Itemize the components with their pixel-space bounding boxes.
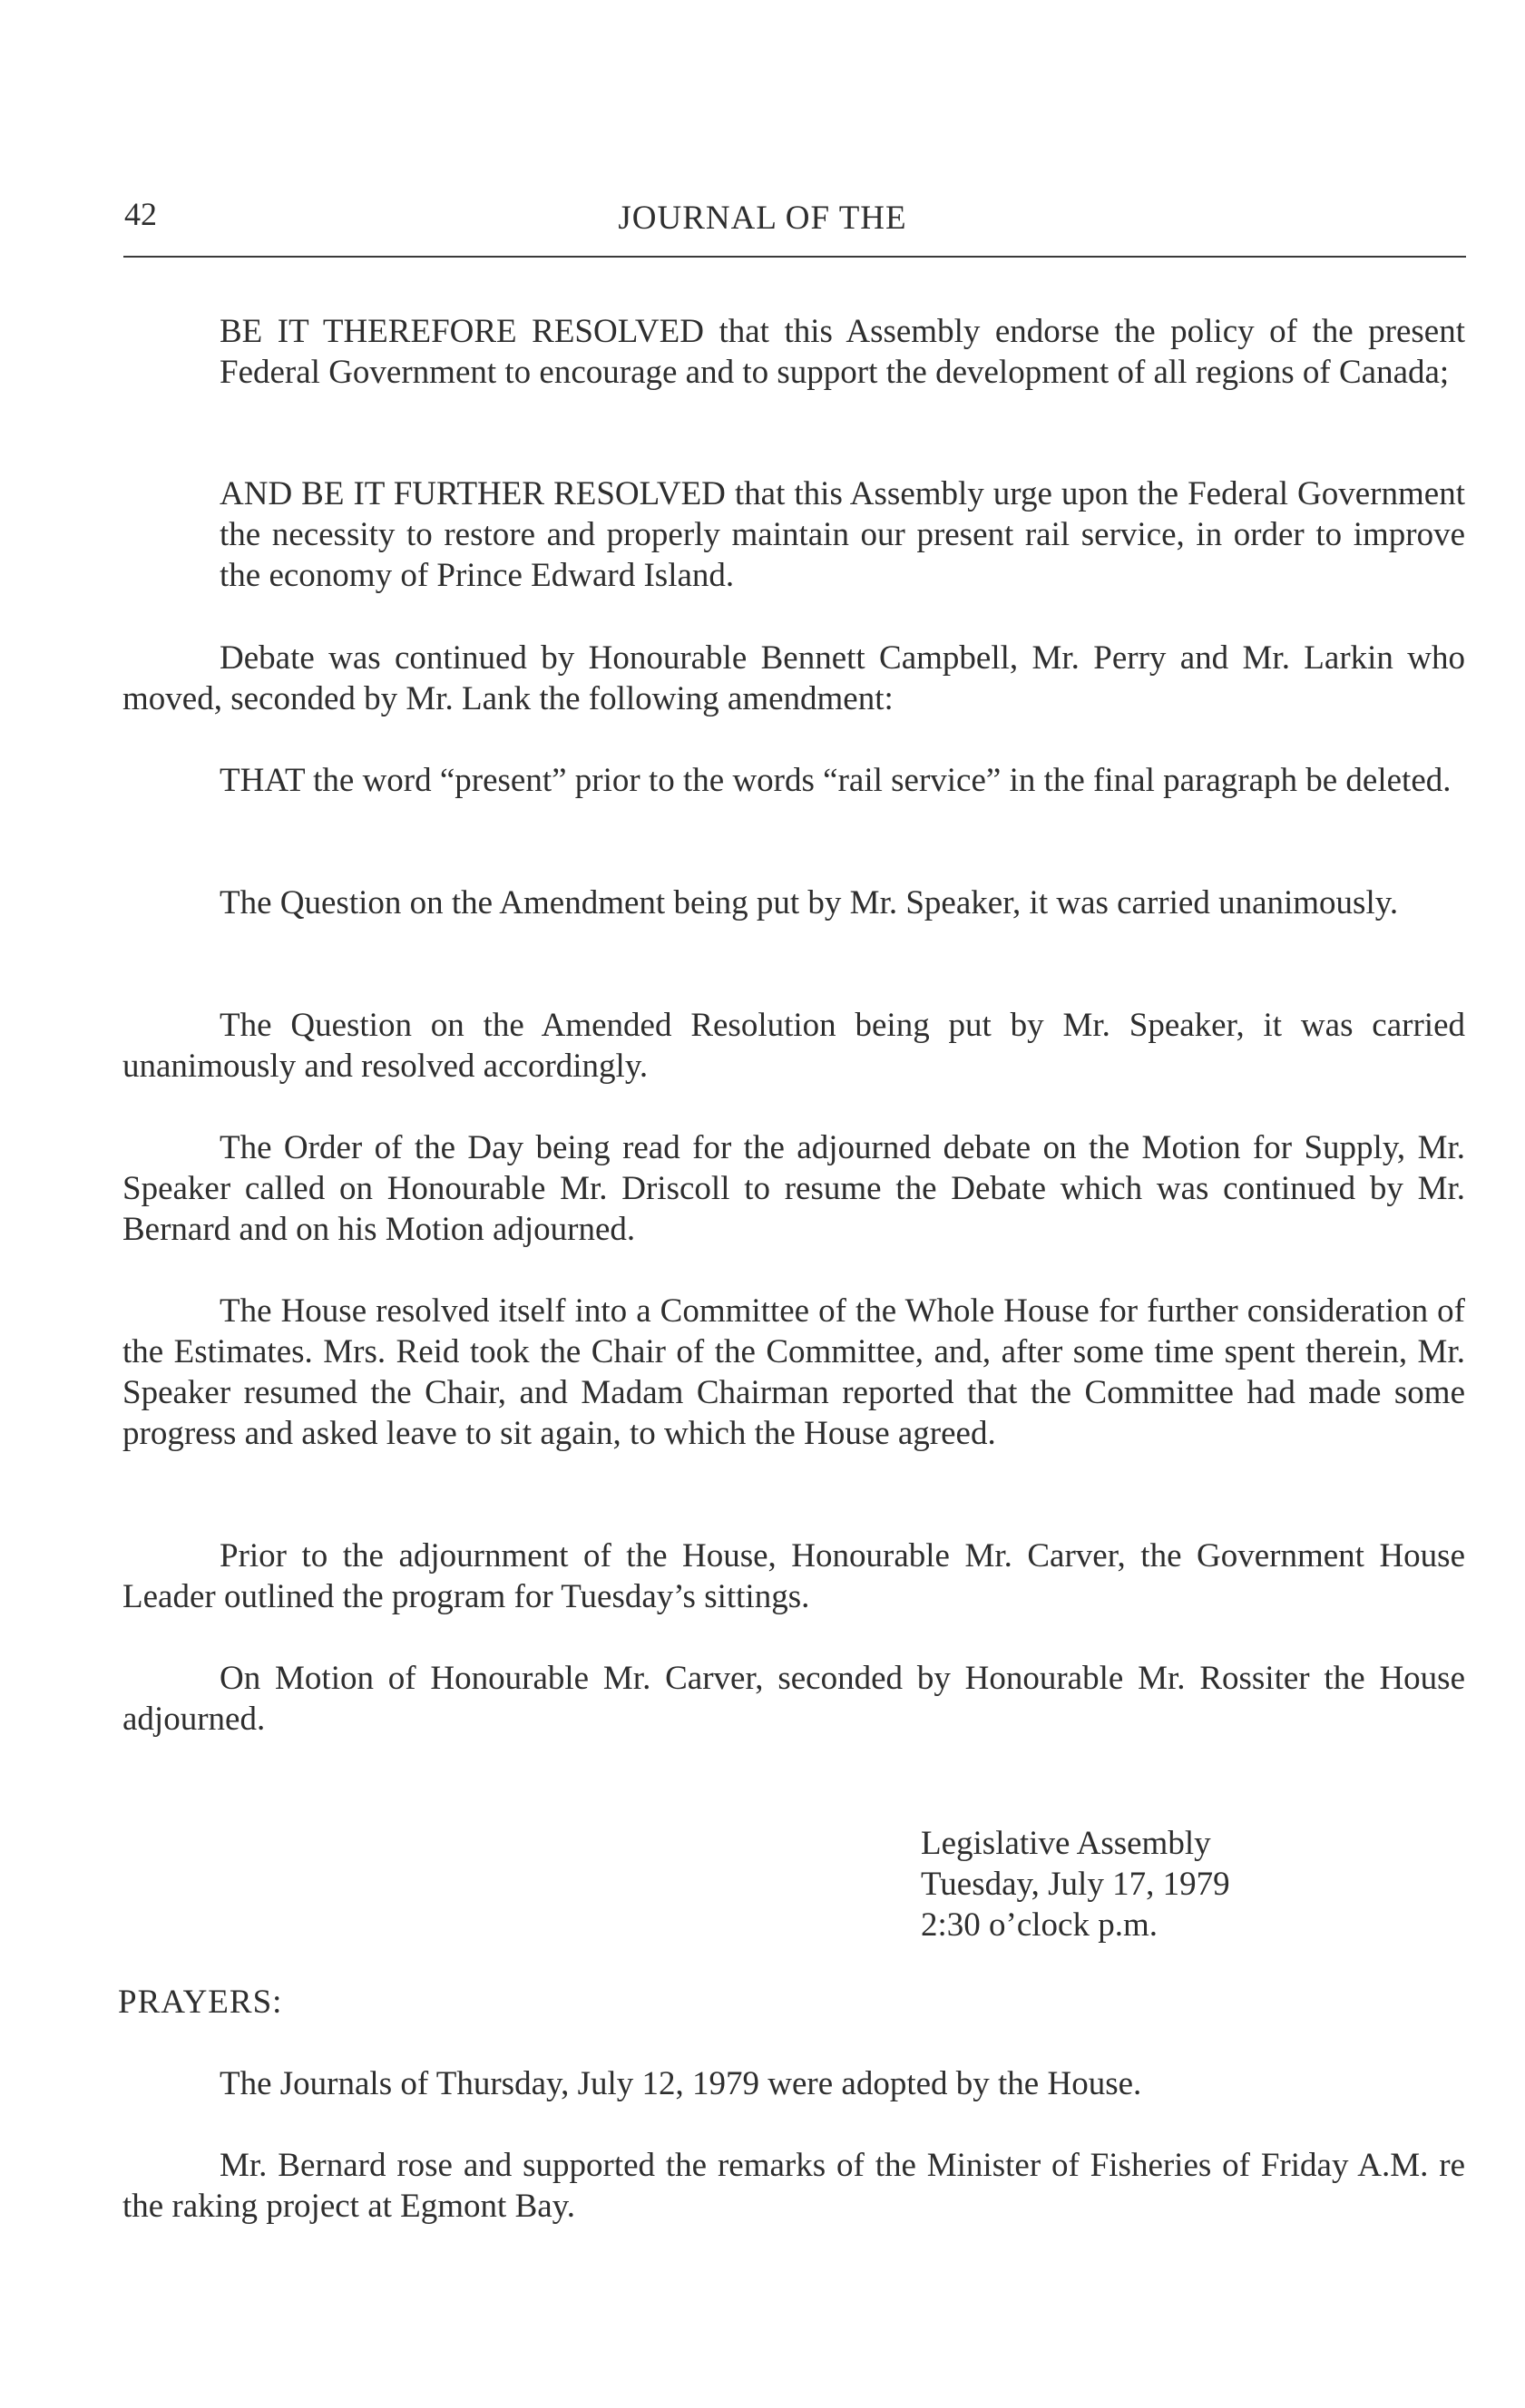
amendment-paragraph: THAT the word “present” prior to the words “rail service” in the final paragraph be deleted. <box>220 762 1452 799</box>
resolution-clause-2: AND BE IT FURTHER RESOLVED that this Assembly urge upon the Federal Government the necessity to restore and properly maintain our present rail service, in order to improve the economy of Prince Edward Island. <box>220 475 1465 594</box>
page-number: 42 <box>124 196 157 232</box>
debate-paragraph: Debate was continued by Honourable Bennett Campbell, Mr. Perry and Mr. Larkin who moved, seconded by Mr. Lank the following amendment: <box>122 639 1465 717</box>
resolution-clause-1: BE IT THEREFORE RESOLVED that this Assembly endorse the policy of the present Federal Government to encourage and to support the development of all regions of Canada; <box>220 313 1465 391</box>
journals-adopted-paragraph: The Journals of Thursday, July 12, 1979 were adopted by the House. <box>220 2065 1142 2102</box>
running-head: JOURNAL OF THE <box>618 200 907 237</box>
question-amendment-paragraph: The Question on the Amendment being put by Mr. Speaker, it was carried unanimously. <box>220 884 1399 921</box>
question-resolution-paragraph: The Question on the Amended Resolution being put by Mr. Speaker, it was carried unanimously and resolved accordingly. <box>122 1007 1465 1085</box>
bernard-remarks-paragraph: Mr. Bernard rose and supported the remarks of the Minister of Fisheries of Friday A.M. re the raking project at Egmont Bay. <box>122 2147 1465 2225</box>
prayers-heading: PRAYERS: <box>118 1984 283 2021</box>
sitting-body: Legislative Assembly <box>921 1825 1211 1862</box>
prior-adjournment-paragraph: Prior to the adjournment of the House, Honourable Mr. Carver, the Government House Leader outlined the program for Tuesday’s sittings. <box>122 1537 1465 1615</box>
header-rule <box>123 256 1466 258</box>
sitting-header <box>921 1823 1230 1945</box>
motion-adjourned-paragraph: On Motion of Honourable Mr. Carver, seconded by Honourable Mr. Rossiter the House adjourned. <box>122 1660 1465 1738</box>
sitting-date: Tuesday, July 17, 1979 <box>921 1866 1230 1903</box>
order-of-day-paragraph: The Order of the Day being read for the adjourned debate on the Motion for Supply, Mr. Speaker called on Honourable Mr. Driscoll to resume the Debate which was continued by Mr. Bernard and on his Motion adjourned. <box>122 1129 1465 1248</box>
sitting-time: 2:30 o’clock p.m. <box>921 1906 1158 1944</box>
committee-paragraph: The House resolved itself into a Committee of the Whole House for further consideration of the Estimates. Mrs. Reid took the Chair of the Committee, and, after some time spent therein, Mr. Speaker resumed the Chair, and Madam Chairman reported that the Committee had made some progress and asked leave to sit again, to which the House agreed. <box>122 1292 1465 1452</box>
